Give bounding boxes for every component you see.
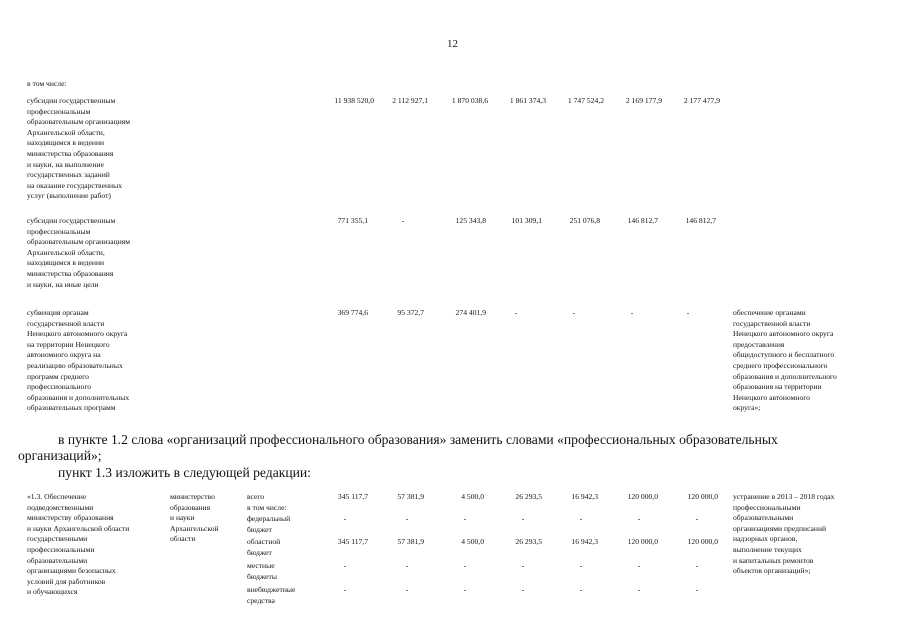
row-3-result-line: образования на территории: [733, 382, 822, 392]
source-federal-value: -: [521, 514, 525, 523]
row-2-value-total: 771 355,1: [337, 216, 368, 225]
source-local-value: -: [637, 561, 641, 570]
source-total-value: 345 117,7: [337, 492, 368, 501]
row-3-value-y6: -: [686, 308, 690, 317]
row-1-value-y2: 1 870 038,6: [451, 96, 488, 105]
source-local-value: -: [579, 561, 583, 570]
item-13-result-line: устранение в 2013 – 2018 годах: [733, 492, 835, 501]
source-label: средства: [247, 595, 275, 605]
item-13-result-line: надзорных органов,: [733, 534, 798, 544]
row-2-line: и науки, на иные цели: [27, 279, 99, 289]
source-regional-value: 16 942,3: [571, 537, 598, 546]
row-2-line: профессиональным: [27, 226, 91, 236]
row-1-line: услуг (выполнение работ): [27, 191, 111, 201]
row-3-result-line: предоставления: [733, 339, 785, 349]
item-13-result-line: образовательными: [733, 513, 794, 523]
row-1-line: Архангельской области,: [27, 127, 105, 137]
row-3-result-line: Ненецкого автономного: [733, 392, 810, 402]
item-13-result-line: организациями предписаний: [733, 523, 827, 533]
source-extrabudgetary-value: -: [405, 585, 409, 594]
item-13-line: профессиональными: [27, 544, 95, 554]
row-1-line: на оказание государственных: [27, 180, 122, 190]
source-local-value: -: [463, 561, 467, 570]
row-3-result-line: обеспечение органами: [733, 308, 806, 317]
source-extrabudgetary: [247, 585, 295, 606]
item-13-result-line: выполнение текущих: [733, 544, 802, 554]
source-federal-value: -: [579, 514, 583, 523]
item-13-line: министерству образования: [27, 513, 114, 523]
source-label: всего: [247, 492, 265, 501]
source-label: бюджеты: [247, 571, 277, 581]
source-regional-value: 345 117,7: [337, 537, 368, 546]
amendment-paragraph: в пункте 1.2 слова «организаций профессионального образования» заменить словами «профессиональных образовательных: [58, 432, 778, 447]
row-3-result-line: общедоступного и бесплатного: [733, 350, 835, 360]
source-extrabudgetary-value: -: [695, 585, 699, 594]
row-1-description: [27, 96, 130, 202]
source-total-value: 57 381,9: [397, 492, 424, 501]
row-2-value-y1: -: [401, 216, 405, 225]
source-extrabudgetary-value: -: [637, 585, 641, 594]
row-3-value-y3: -: [514, 308, 518, 317]
row-1-line: профессиональным: [27, 106, 91, 116]
item-13-result-line: объектов организаций»;: [733, 566, 811, 576]
row-3-result-line: Ненецкого автономного округа: [733, 329, 834, 339]
row-1-value-total: 11 938 520,0: [334, 96, 374, 105]
item-13-line: «1.3. Обеспечение: [27, 492, 87, 501]
row-2-line: образовательным организациям: [27, 237, 131, 247]
source-regional-value: 120 000,0: [687, 537, 718, 546]
row-3-result-line: образования и дополнительного: [733, 371, 837, 381]
source-total-value: 16 942,3: [571, 492, 598, 501]
item-13-result: [733, 492, 834, 577]
row-3-line: реализацию образовательных: [27, 360, 123, 370]
source-extrabudgetary-value: -: [579, 585, 583, 594]
source-federal: [247, 514, 290, 535]
row-2-value-y3: 101 309,1: [511, 216, 542, 225]
item-13-line: и науки Архангельской области: [27, 523, 130, 533]
executor-line: Архангельской: [170, 523, 219, 533]
row-1-value-y3: 1 861 374,3: [509, 96, 546, 105]
row-3-line: образования и дополнительных: [27, 392, 130, 402]
row-3-line: Ненецкого автономного округа: [27, 329, 128, 339]
item-13-line: условий для работников: [27, 576, 106, 586]
source-federal-value: -: [695, 514, 699, 523]
source-federal-value: -: [405, 514, 409, 523]
source-label: областной: [247, 537, 281, 546]
source-regional-value: 26 293,5: [515, 537, 542, 546]
source-local-value: -: [695, 561, 699, 570]
amendment-paragraph: пункт 1.3 изложить в следующей редакции:: [58, 465, 311, 480]
row-2-line: субсидии государственным: [27, 216, 116, 225]
source-label: бюджет: [247, 524, 272, 534]
item-13-line: подведомственными: [27, 502, 94, 512]
source-total-value: 4 500,0: [461, 492, 484, 501]
row-3-value-y1: 95 372,7: [397, 308, 424, 317]
source-federal-value: -: [463, 514, 467, 523]
row-2-value-y2: 125 343,8: [455, 216, 486, 225]
row-3-line: субвенция органам: [27, 308, 89, 317]
row-2-value-y6: 146 812,7: [685, 216, 716, 225]
row-1-line: образовательным организациям: [27, 117, 131, 127]
source-regional-value: 120 000,0: [627, 537, 658, 546]
executor-line: области: [170, 534, 196, 544]
source-label: федеральный: [247, 514, 291, 523]
item-13-line: образовательными: [27, 555, 88, 565]
source-label: в том числе:: [247, 502, 287, 512]
row-3-value-y2: 274 401,9: [455, 308, 486, 317]
row-3-line: государственной власти: [27, 318, 105, 328]
row-1-line: и науки, на выполнение: [27, 159, 104, 169]
item-13-line: государственными: [27, 534, 88, 544]
row-1-line: государственных заданий: [27, 170, 110, 180]
row-1-line: находящимся в ведении: [27, 138, 105, 148]
row-1-value-y6: 2 177 477,9: [683, 96, 720, 105]
in-that-label: в том числе:: [27, 79, 67, 88]
source-label: бюджет: [247, 547, 272, 557]
item-13-line: и обучающихся: [27, 587, 78, 597]
row-2-value-y4: 251 076,8: [569, 216, 600, 225]
source-extrabudgetary-value: -: [463, 585, 467, 594]
item-13-executor: [170, 492, 219, 545]
row-3-line: автономного округа на: [27, 350, 101, 360]
page-number: 12: [447, 38, 458, 50]
source-local: [247, 561, 277, 582]
row-3-result-line: государственной власти: [733, 318, 811, 328]
source-total: [247, 492, 287, 513]
item-13-result-line: и капитальных ремонтов: [733, 555, 814, 565]
row-2-line: Архангельской области,: [27, 247, 105, 257]
row-3-value-y5: -: [630, 308, 634, 317]
source-local-value: -: [405, 561, 409, 570]
source-total-value: 120 000,0: [627, 492, 658, 501]
row-3-value-y4: -: [572, 308, 576, 317]
source-label: местные: [247, 561, 275, 570]
item-13-result-line: профессиональными: [733, 502, 801, 512]
item-13-description: [27, 492, 129, 598]
row-3-line: образовательных программ: [27, 403, 116, 413]
row-1-value-y1: 2 112 927,1: [392, 96, 428, 105]
row-2-value-y5: 146 812,7: [627, 216, 658, 225]
row-1-line: министерства образования: [27, 148, 114, 158]
row-3-description: [27, 308, 129, 414]
row-2-line: находящимся в ведении: [27, 258, 105, 268]
row-1-line: субсидии государственным: [27, 96, 116, 105]
row-2-line: министерства образования: [27, 268, 114, 278]
row-3-line: программ среднего: [27, 371, 89, 381]
row-2-description: [27, 216, 130, 290]
row-3-result-line: среднего профессионального: [733, 360, 828, 370]
executor-line: и науки: [170, 513, 195, 523]
source-federal-value: -: [637, 514, 641, 523]
executor-line: министерство: [170, 492, 215, 501]
source-regional: [247, 537, 280, 558]
source-total-value: 26 293,5: [515, 492, 542, 501]
row-3-result-line: округа»;: [733, 403, 761, 413]
source-federal-value: -: [343, 514, 347, 523]
row-3-line: на территории Ненецкого: [27, 339, 110, 349]
source-label: внебюджетные: [247, 585, 296, 594]
source-extrabudgetary-value: -: [343, 585, 347, 594]
row-3-result: [733, 308, 837, 414]
item-13-line: организациями безопасных: [27, 566, 116, 576]
source-local-value: -: [343, 561, 347, 570]
row-3-value-total: 369 774,6: [337, 308, 368, 317]
source-regional-value: 4 500,0: [461, 537, 484, 546]
row-1-value-y4: 1 747 524,2: [567, 96, 604, 105]
source-regional-value: 57 381,9: [397, 537, 424, 546]
source-total-value: 120 000,0: [687, 492, 718, 501]
executor-line: образования: [170, 502, 211, 512]
amendment-paragraph-continuation: организаций»;: [18, 448, 102, 463]
source-extrabudgetary-value: -: [521, 585, 525, 594]
row-1-value-y5: 2 169 177,9: [625, 96, 662, 105]
row-3-line: профессионального: [27, 382, 92, 392]
source-local-value: -: [521, 561, 525, 570]
